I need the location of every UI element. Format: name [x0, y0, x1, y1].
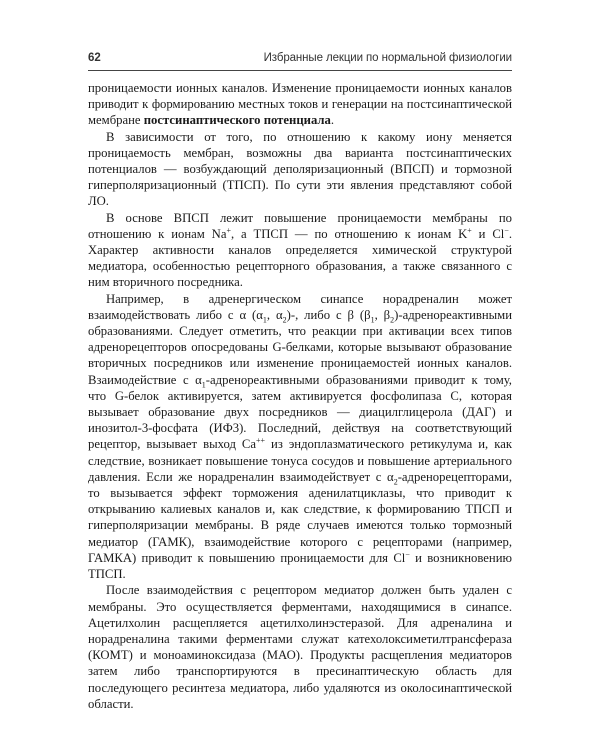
body-text: [88, 80, 512, 712]
page-number: 62: [88, 52, 101, 64]
paragraph-1: проницаемости ионных каналов. Изменение проницаемости ионных каналов приводит к формированию местных токов и генерации на постсинаптической мембране постсинаптического потенциала.: [88, 81, 512, 128]
paragraph-4: Например, в адренергическом синапсе норадреналин может взаимодействовать либо с α ($\alpha_1$, $\alpha_2)-$, либо с β ($\beta_1$, $\beta_2$)-адренореактивными образованиями. Следует отметить, что реакции при активации всех типов адренорецепторов опосредованы G-белками, которые вызывают образование вторичных посредников или изменение проницаемостей ионных каналов. Взаимодействие с $\alpha_1$-адренореактивными образованиями приводит к тому, что G-белок активируется, затем активируется фосфолипаза C, которая вызывает образование двух посредников — диацилглицерола (ДАГ) и инозитол-3-фосфата (ИФ3). Последний, действуя на соответствующий рецептор, вызывает выход Ca++ из эндоплазматического ретикулума и, как следствие, возникает повышение тонуса сосудов и повышение артериального давления. Если же норадреналин взаимодействует с $\alpha_2$-адренорецепторами, то вызывается эффект торможения аденилатциклазы, что приводит к открыванию калиевых каналов и, как следствие, к формированию ТПСП и гиперполяризации мембраны. В ряде случаев имеются только тормозный медиатор (ГАМК), взаимодействие которого с рецепторами (например, ГАМКА) приводит к повышению проницаемости для Cl− и возникновению ТПСП.: [88, 291, 512, 582]
paragraph-2: В зависимости от того, по отношению к какому иону меняется проницаемость мембран, возможны два варианта постсинаптических потенциалов — возбуждающий деполяризационный (ВПСП) и тормозной гиперполяризационный (ТПСП). По сути эти явления представляют собой ЛО.: [88, 129, 512, 209]
running-title: Избранные лекции по нормальной физиологии: [263, 52, 512, 64]
paragraph-3: В основе ВПСП лежит повышение проницаемости мембраны по отношению к ионам Na+, а ТПСП — по отношению к ионам K+ и Cl−. Характер активности каналов определяется химической структурой медиатора, особенностью рецепторного образования, а также связанного с ним вторичного посредника.: [88, 210, 512, 290]
running-head: [88, 50, 512, 71]
paragraph-5: После взаимодействия с рецептором медиатор должен быть удален с мембраны. Это осуществляется ферментами, находящимися в синапсе. Ацетилхолин расщепляется ацетилхолинэстеразой. Для адреналина и норадреналина такими ферментами служат катехолоксиметилтрансфераза (КОМТ) и моноаминоксидаза (МАО). Продукты расщепления медиаторов затем либо транспортируются в пресинаптическую область для последующего ресинтеза медиатора, либо удаляются из околосинаптической области.: [88, 583, 512, 711]
bold-term: постсинаптического потенциала: [143, 113, 331, 128]
